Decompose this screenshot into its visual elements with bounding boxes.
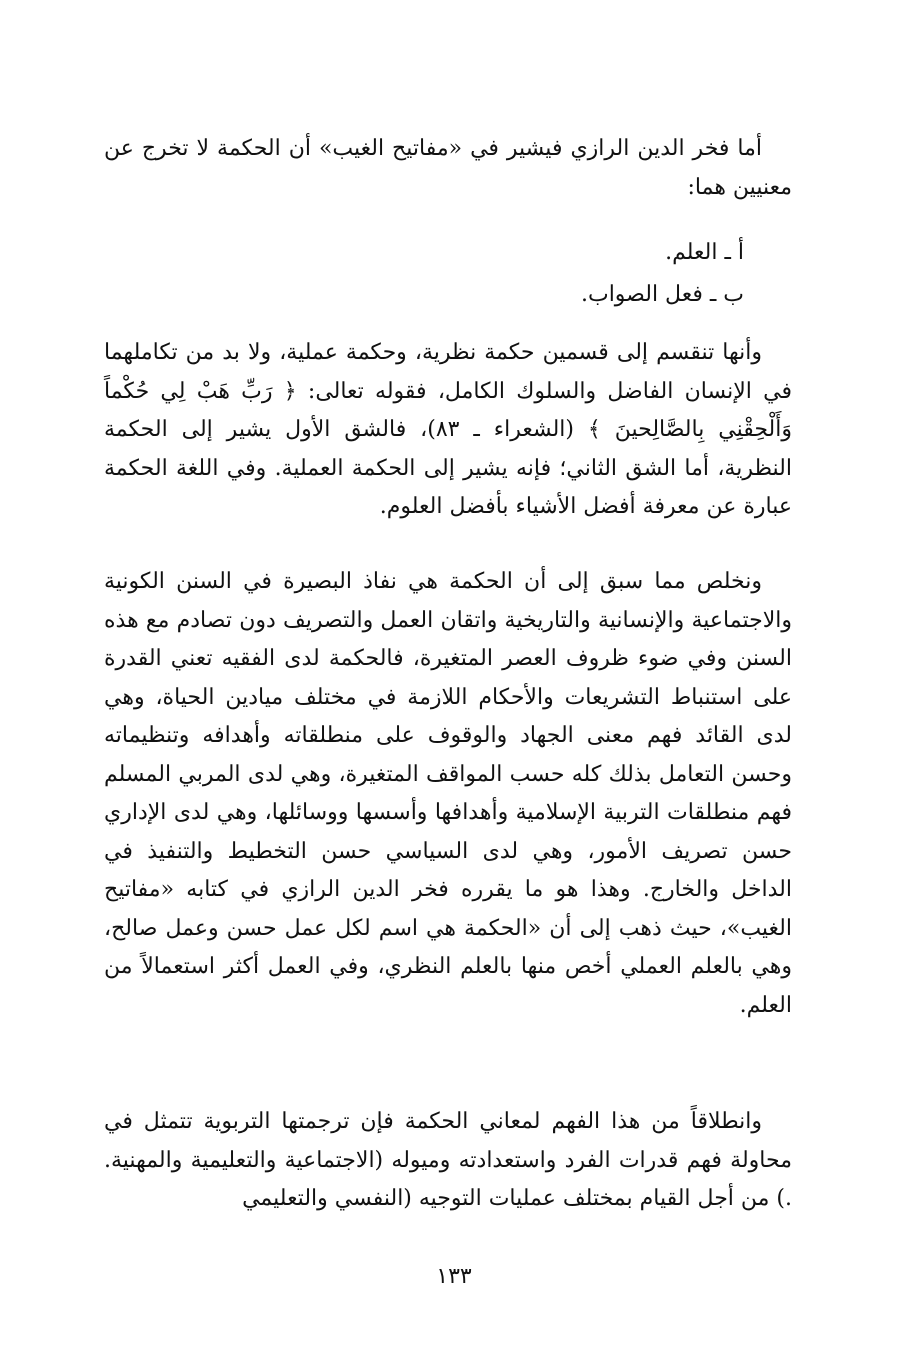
paragraph-text: ونخلص مما سبق إلى أن الحكمة هي نفاذ البصيرة في السنن الكونية والاجتماعية والإنسانية والتاريخية واتقان العمل والتصريف دون تصادم مع هذه السنن وفي ضوء ظروف العصر المتغيرة، فالحكمة لدى الفقيه تعني القدرة على استنباط التشريعات والأحكام اللازمة في مختلف ميادين الحياة، وهي لدى القائد فهم معنى الجهاد والوقوف على منطلقاته وأهدافه وتنظيماته وحسن التعامل بذلك كله حسب المواقف المتغيرة، وهي لدى المربي المسلم فهم منطلقات التربية الإسلامية وأهدافها وأسسها ووسائلها، وهي لدى الإداري حسن تصريف الأمور، وهي لدى السياسي حسن التخطيط والتنفيذ في الداخل والخارج. وهذا هو ما يقرره فخر الدين الرازي في كتابه «مفاتيح الغيب»، حيث ذهب إلى أن «الحكمة هي اسم لكل عمل حسن وعمل صالح، وهي بالعلم العملي أخص منها بالعلم النظري، وفي العمل أكثر استعمالاً من العلم.: [104, 569, 792, 1018]
paragraph-wisdom-types: [104, 334, 792, 527]
page-number: ١٣٣: [436, 1264, 472, 1289]
list-item-right-action: ب ـ فعل الصواب.: [580, 282, 744, 307]
paragraph-text: أما فخر الدين الرازي فيشير في «مفاتيح الغيب» أن الحكمة لا تخرج عن معنيين هما:: [104, 136, 792, 200]
list-item-knowledge: أ ـ العلم.: [665, 240, 744, 265]
paragraph-text: وانطلاقاً من هذا الفهم لمعاني الحكمة فإن ترجمتها التربوية تتمثل في محاولة فهم قدرات الفرد واستعدادته وميوله (الاجتماعية والتعليمية والمهنية. .) من أجل القيام بمختلف عمليات التوجيه (النفسي والتعليمي: [104, 1109, 792, 1211]
paragraph-razi-intro: [104, 130, 792, 207]
paragraph-text: وأنها تنقسم إلى قسمين حكمة نظرية، وحكمة عملية، ولا بد من تكاملهما في الإنسان الفاضل والسلوك الكامل، فقوله تعالى: ﴿ رَبِّ هَبْ لِي حُكْماً وَأَلْحِقْنِي بِالصَّالِحينَ ﴾ (الشعراء ـ ٨٣)، فالشق الأول يشير إلى الحكمة النظرية، أما الشق الثاني؛ فإنه يشير إلى الحكمة العملية. وفي اللغة الحكمة عبارة عن معرفة أفضل الأشياء بأفضل العلوم.: [104, 340, 792, 519]
paragraph-conclusion: [104, 563, 792, 1025]
paragraph-educational-translation: [104, 1103, 792, 1219]
meanings-list: [104, 232, 744, 316]
